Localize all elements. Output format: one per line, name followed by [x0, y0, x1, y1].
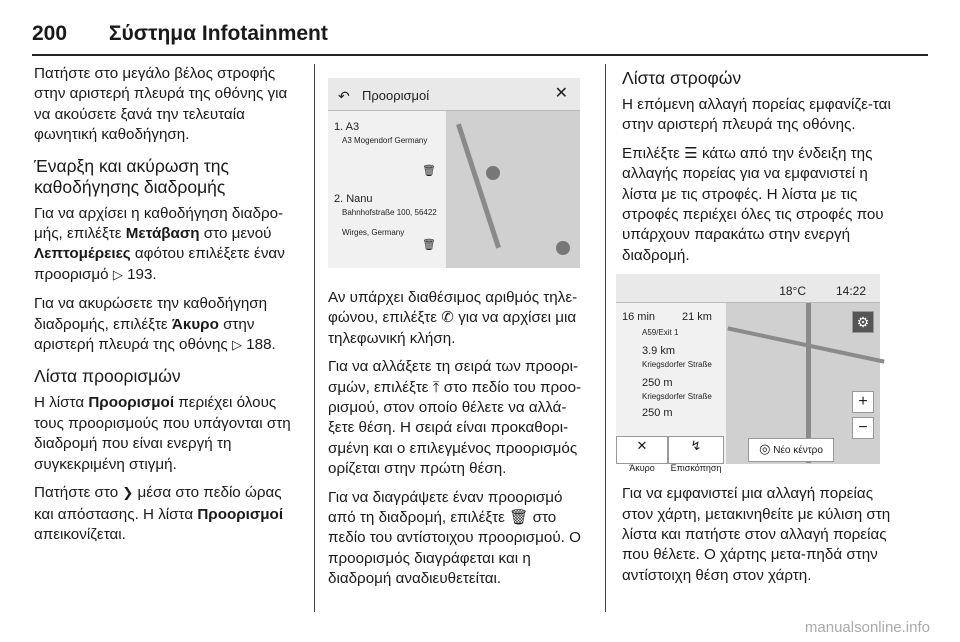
column-divider: [314, 64, 315, 612]
paragraph: Για να διαγράψετε έναν προορισμό από τη διαδρομή, επιλέξτε 🗑 στο πεδίο του αντίστοιχου προορισμού. Ο προορισμός διαγράφεται και η διαδρομή αναδιευθετείται.: [328, 488, 581, 588]
paragraph: Για να εμφανιστεί μια αλλαγή πορείας στον χάρτη, μετακινηθείτε με κύλιση στη λίστα και πατήστε στον αλλαγή πορείας που θέλετε. Ο χάρτης μετα-πηδά στην αντίστοιχη θέση στον χάρτη.: [622, 485, 891, 584]
paragraph: Η λίστα Προορισμοί περιέχει όλους τους προορισμούς που υπάγονται στη διαδρομή που είναι ενεργή τη συγκεκριμένη στιγμή.: [34, 394, 291, 473]
play-icon: [486, 166, 500, 180]
list-item: 1. A3: [334, 121, 360, 133]
watermark: manualsonline.info: [804, 619, 930, 636]
screen-title: Προορισμοί: [362, 88, 430, 103]
destination-list: 1. A3 A3 Mogendorf Germany 🗑 2. Nanu Bahnhofstraße 100, 56422 Wirges, Germany 🗑: [328, 111, 446, 268]
ref-arrow-icon: ▷: [231, 338, 242, 354]
column-1: [34, 64, 302, 553]
column-divider: [605, 64, 606, 612]
cancel-button[interactable]: ✕ Άκυρο: [616, 436, 668, 464]
page-title: Σύστημα Infotainment: [108, 22, 328, 45]
section-heading: Λίστα προορισμών: [34, 366, 181, 387]
screen-titlebar: [328, 78, 580, 111]
recenter-button[interactable]: ◎ Νέο κέντρο: [748, 438, 834, 462]
destinations-screenshot: [328, 78, 580, 268]
zoom-out-button[interactable]: −: [852, 417, 874, 439]
paragraph: Για να ακυρώσετε την καθοδήγηση διαδρομής, επιλέξτε Άκυρο στην αριστερή πλευρά της οθόνης ▷ 188.: [34, 295, 276, 354]
trash-icon: 🗑: [422, 239, 436, 251]
map-view: [446, 111, 580, 268]
ref-arrow-icon: ▷: [112, 267, 123, 283]
overview-button[interactable]: ↯ Επισκόπηση: [668, 436, 724, 464]
paragraph: Πατήστε στο ❯ μέσα στο πεδίο ώρας και απόστασης. Η λίστα Προορισμοί απεικονίζεται.: [34, 484, 284, 543]
section-heading: Έναρξη και ακύρωση της καθοδήγησης διαδρομής: [34, 155, 229, 197]
section-heading: Λίστα στροφών: [622, 68, 742, 88]
screen-statusbar: 18°C 14:22: [616, 274, 880, 303]
page-header: [32, 22, 328, 46]
turn-list-screenshot: [616, 274, 880, 473]
paragraph: Πατήστε στο μεγάλο βέλος στροφής στην αριστερή πλευρά της οθόνης για να ακούσετε ξανά την τελευταία φωνητική καθοδήγηση.: [34, 65, 288, 144]
paragraph: Επιλέξτε ☰ κάτω από την ένδειξη της αλλαγής πορείας για να εμφανιστεί η λίστα με τις στροφές. Η λίστα με τις στροφές περιέχει όλες τις στροφές που υπάρχουν παρακάτω στην ενεργή διαδρομή.: [622, 144, 884, 264]
header-rule: [32, 54, 928, 56]
column-2: [328, 64, 592, 598]
page-number: 200: [32, 22, 68, 45]
column-3: [622, 64, 892, 594]
list-item: 2. Nanu: [334, 193, 373, 205]
close-icon: ✕: [554, 85, 568, 102]
chevron-right-icon: ❯: [122, 486, 134, 502]
destination-pin-icon: [556, 241, 570, 255]
route-line: [456, 123, 501, 248]
paragraph: Η επόμενη αλλαγή πορείας εμφανίζε-ται στην αριστερή πλευρά της οθόνης.: [622, 96, 891, 134]
back-icon: ↶: [338, 88, 350, 104]
turn-list: 16 min 21 km A59/Exit 1 3.9 km Kriegsdorfer Straße 250 m Kriegsdorfer Straße 250 m: [616, 303, 726, 464]
paragraph: Για να αρχίσει η καθοδήγηση διαδρο-μής, επιλέξτε Μετάβαση στο μενού Λεπτομέρειες αφότου επιλέξετε έναν προορισμό ▷ 193.: [34, 204, 285, 283]
zoom-in-button[interactable]: +: [852, 391, 874, 413]
paragraph: Για να αλλάξετε τη σειρά των προορι-σμών, επιλέξτε ⤒ στο πεδίο του προο-ρισμού, στον οποίο θέλετε να αλλά-ξετε θέση. Η σειρά είναι προκαθορι-σμένη και ο επιλεγμένος προορισμός ορίζεται στην πρώτη θέση.: [328, 358, 582, 478]
paragraph: Αν υπάρχει διαθέσιμος αριθμός τηλε-φώνου, επιλέξτε ✆ για να αρχίσει μια τηλεφωνική κλήση.: [328, 289, 578, 347]
settings-icon[interactable]: ⚙: [852, 311, 874, 333]
trash-icon: 🗑: [422, 165, 436, 177]
